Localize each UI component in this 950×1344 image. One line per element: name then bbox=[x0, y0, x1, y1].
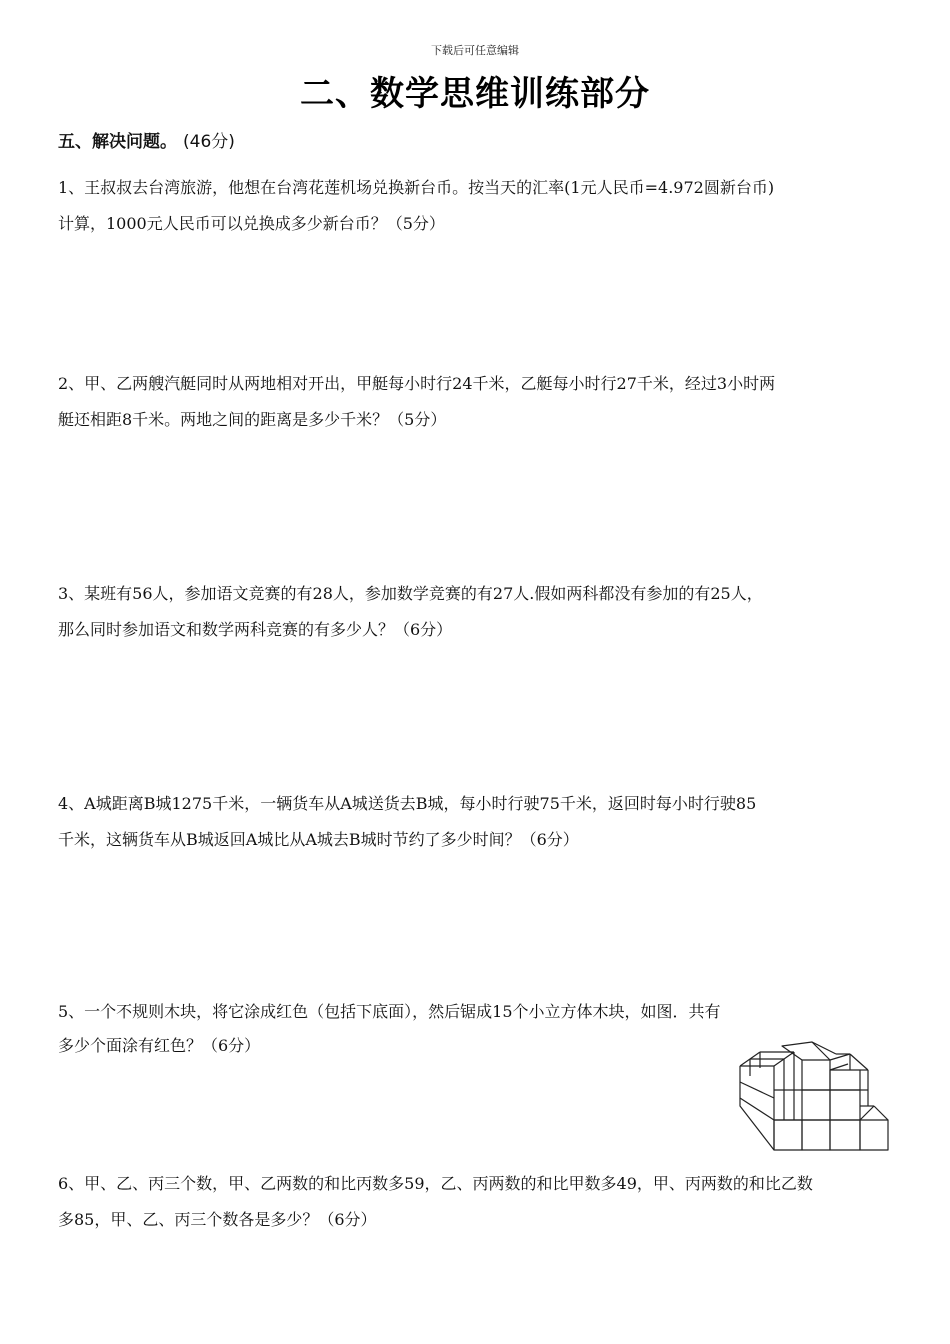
question-5-line-1: 5、一个不规则木块，将它涂成红色（包括下底面），然后锯成15个小立方体木块，如图．共有 bbox=[58, 1002, 721, 1021]
section-heading-label: 五、解决问题。 bbox=[58, 132, 177, 152]
question-1-line-2: 计算，1000元人民币可以兑换成多少新台币？（5分） bbox=[58, 214, 445, 233]
question-6-line-1: 6、甲、乙、丙三个数，甲、乙两数的和比丙数多59，乙、丙两数的和比甲数多49，甲、丙两数的和比乙数 bbox=[58, 1174, 813, 1193]
front-cubes bbox=[774, 1060, 888, 1150]
cube-blocks-figure bbox=[738, 1040, 890, 1154]
question-4 bbox=[58, 786, 898, 858]
question-1 bbox=[58, 170, 898, 242]
section-points: (46分) bbox=[183, 132, 235, 152]
section-heading bbox=[58, 127, 235, 152]
question-6 bbox=[58, 1166, 898, 1238]
question-2-line-2: 艇还相距8千米。两地之间的距离是多少千米？（5分） bbox=[58, 410, 447, 429]
question-3-line-2: 那么同时参加语文和数学两科竞赛的有多少人？（6分） bbox=[58, 620, 453, 639]
question-5-line-2: 多少个面涂有红色？（6分） bbox=[58, 1036, 261, 1055]
question-6-line-2: 多85，甲、乙、丙三个数各是多少？（6分） bbox=[58, 1210, 377, 1229]
left-side-cubes bbox=[740, 1052, 802, 1150]
question-3-line-1: 3、某班有56人，参加语文竞赛的有28人，参加数学竞赛的有27人.假如两科都没有参加的有25人， bbox=[58, 584, 763, 603]
question-4-line-2: 千米，这辆货车从B城返回A城比从A城去B城时节约了多少时间？（6分） bbox=[58, 830, 579, 849]
header-note: 下载后可任意编辑 bbox=[431, 44, 519, 57]
question-2 bbox=[58, 366, 898, 438]
question-3 bbox=[58, 576, 898, 648]
question-4-line-1: 4、A城距离B城1275千米，一辆货车从A城送货去B城，每小时行驶75千米，返回时每小时行驶85 bbox=[58, 794, 757, 813]
top-cubes bbox=[782, 1042, 888, 1120]
question-1-line-1: 1、王叔叔去台湾旅游，他想在台湾花莲机场兑换新台币。按当天的汇率(1元人民币=4.972圆新台币) bbox=[58, 178, 775, 197]
question-2-line-1: 2、甲、乙两艘汽艇同时从两地相对开出，甲艇每小时行24千米，乙艇每小时行27千米，经过3小时两 bbox=[58, 374, 776, 393]
page-title: 二、数学思维训练部分 bbox=[300, 74, 650, 114]
